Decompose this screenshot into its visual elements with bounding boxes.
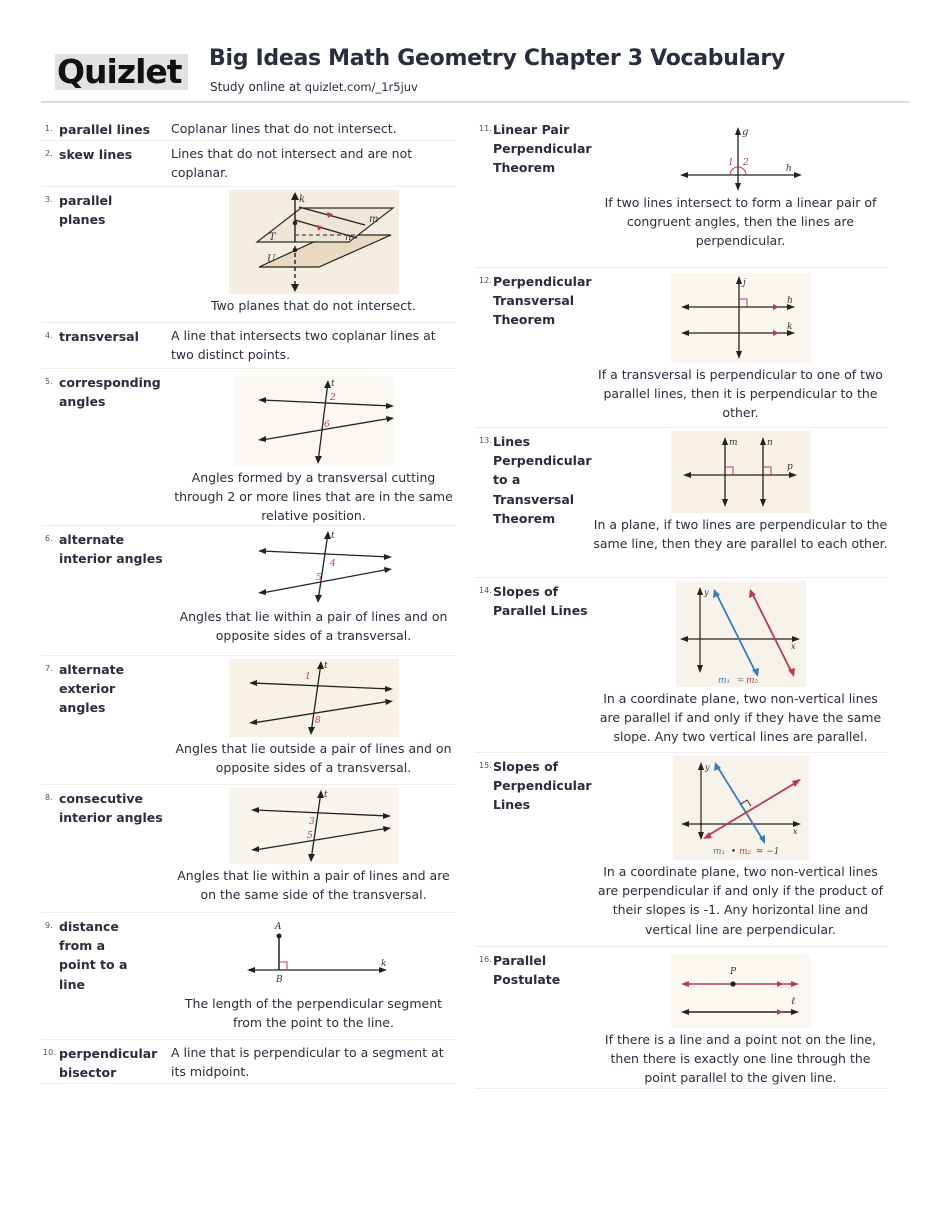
card-term: Parallel Postulate — [493, 953, 561, 988]
card-definition: A line that intersects two coplanar lines at two distinct points. — [171, 328, 436, 363]
card-term: Linear Pair Perpendicular Theorem — [493, 122, 592, 176]
card-definition-block — [593, 756, 888, 939]
svg-text:2: 2 — [329, 393, 336, 403]
card-number: 4. — [45, 331, 53, 340]
card-number: 7. — [45, 664, 53, 673]
point-line-distance-diagram — [239, 916, 389, 992]
card-definition: In a coordinate plane, two non-vertical lines are parallel if and only if they have the same slope. Any two vertical lines are parallel. — [599, 691, 882, 745]
svg-text:m₁: m₁ — [717, 676, 730, 686]
svg-text:1: 1 — [304, 672, 311, 682]
card-term: skew lines — [59, 147, 133, 162]
label-n: n — [344, 232, 351, 243]
card-definition-block — [171, 659, 456, 777]
card-definition: Angles formed by a transversal cutting through 2 or more lines that are in the same relative position. — [174, 470, 453, 524]
card-row — [475, 947, 888, 1089]
card-definition: If a transversal is perpendicular to one of two parallel lines, then it is perpendicular to the other. — [598, 367, 883, 421]
card-term: Slopes of Perpendicular Lines — [493, 759, 592, 813]
svg-text:k: k — [786, 322, 792, 332]
svg-text:n: n — [766, 438, 773, 448]
parallel-slopes-graph — [676, 581, 806, 687]
svg-text:m₂: m₂ — [745, 676, 758, 686]
card-number: 11. — [479, 124, 492, 133]
svg-text:y: y — [704, 763, 710, 772]
svg-text:t: t — [330, 531, 335, 541]
study-online-link[interactable]: quizlet.com/_1r5juv — [304, 80, 418, 94]
svg-text:x: x — [790, 642, 796, 651]
card-term: Perpendicular Transversal Theorem — [493, 274, 592, 328]
card-row — [475, 578, 888, 753]
card-term: transversal — [59, 329, 139, 344]
card-row — [41, 656, 456, 785]
svg-text:2: 2 — [742, 158, 749, 168]
alternate-interior-angles-diagram — [234, 529, 394, 605]
consecutive-interior-angles-diagram — [229, 788, 399, 864]
card-number: 3. — [45, 195, 53, 204]
card-number: 6. — [45, 534, 53, 543]
card-term: consecutive interior angles — [59, 791, 163, 826]
study-online-text — [210, 80, 418, 94]
svg-text:=: = — [733, 676, 747, 686]
quizlet-logo[interactable]: Quizlet — [55, 54, 188, 90]
svg-text:m₁: m₁ — [712, 847, 725, 857]
parallel-planes-diagram — [229, 190, 399, 294]
card-definition: Angles that lie within a pair of lines and are on the same side of the transversal. — [177, 868, 450, 903]
card-definition-block — [593, 273, 888, 423]
card-definition: In a coordinate plane, two non-vertical lines are perpendicular if and only if the product of their slopes is -1. Any horizontal line and vertical line are perpendicular. — [597, 864, 884, 937]
card-row — [41, 116, 456, 141]
svg-text:ℓ: ℓ — [790, 996, 795, 1007]
card-row — [41, 526, 456, 656]
svg-text:h: h — [786, 296, 793, 306]
card-definition: If two lines intersect to form a linear pair of congruent angles, then the lines are perpendicular. — [604, 195, 877, 249]
svg-text:g: g — [741, 127, 748, 138]
page-header — [41, 44, 909, 102]
svg-text:6: 6 — [323, 420, 330, 430]
svg-text:t: t — [323, 790, 328, 800]
svg-text:3: 3 — [308, 817, 315, 827]
svg-text:m: m — [728, 438, 738, 448]
card-definition: Coplanar lines that do not intersect. — [171, 121, 397, 136]
alternate-exterior-angles-diagram — [229, 659, 399, 737]
svg-text:8: 8 — [314, 716, 321, 726]
svg-text:1: 1 — [727, 158, 734, 168]
svg-text:A: A — [274, 922, 281, 932]
card-term: perpendicular bisector — [59, 1046, 158, 1081]
card-row — [41, 323, 456, 369]
subtitle-prefix: Study online at — [210, 80, 305, 94]
card-definition-block — [171, 916, 456, 1032]
card-term: alternate interior angles — [59, 532, 163, 567]
svg-text:t: t — [323, 661, 328, 671]
card-definition-block — [171, 788, 456, 904]
card-definition: In a plane, if two lines are perpendicular to the same line, then they are parallel to each other. — [593, 517, 888, 552]
card-definition-block — [593, 581, 888, 747]
parallel-postulate-diagram — [671, 954, 811, 1028]
label-k: k — [298, 194, 305, 205]
corresponding-angles-diagram — [234, 376, 394, 466]
card-number: 8. — [45, 793, 53, 802]
card-number: 12. — [479, 276, 492, 285]
card-number: 9. — [45, 921, 53, 930]
card-definition: If there is a line and a point not on the line, then there is exactly one line through the point parallel to the given line. — [604, 1032, 877, 1086]
label-m: m — [368, 214, 378, 225]
card-definition: The length of the perpendicular segment from the point to the line. — [184, 996, 443, 1031]
card-term: parallel lines — [59, 122, 151, 137]
card-row — [475, 428, 888, 578]
svg-text:x: x — [792, 827, 798, 836]
lines-perpendicular-diagram — [671, 431, 811, 513]
svg-text:m₂: m₂ — [738, 847, 751, 857]
card-number: 1. — [45, 124, 53, 133]
card-row — [41, 1040, 456, 1084]
card-row — [41, 187, 456, 323]
svg-text:B: B — [275, 975, 283, 985]
linear-pair-diagram — [676, 123, 806, 191]
perpendicular-slopes-graph — [673, 756, 809, 860]
card-definition: Lines that do not intersect and are not coplanar. — [171, 146, 413, 181]
card-definition: Angles that lie outside a pair of lines and on opposite sides of a transversal. — [175, 741, 452, 776]
card-definition-block — [593, 431, 888, 553]
card-number: 2. — [45, 149, 53, 158]
card-number: 10. — [43, 1048, 56, 1057]
card-definition-block — [593, 954, 888, 1088]
card-term: Lines Perpendicular to a Transversal Theorem — [493, 434, 592, 526]
svg-text:P: P — [729, 967, 736, 977]
card-number: 15. — [479, 761, 492, 770]
svg-text:p: p — [786, 462, 793, 472]
svg-text:y: y — [703, 588, 709, 597]
card-definition-block — [593, 123, 888, 251]
card-number: 13. — [479, 436, 492, 445]
card-term: corresponding angles — [59, 375, 161, 410]
card-row — [475, 116, 888, 268]
svg-text:= −1: = −1 — [752, 847, 780, 857]
card-term: distance from a point to a line — [59, 919, 128, 992]
card-row — [41, 369, 456, 526]
card-definition: A line that is perpendicular to a segment at its midpoint. — [171, 1045, 444, 1080]
card-row — [475, 753, 888, 947]
card-row — [41, 141, 456, 187]
header-divider — [41, 101, 909, 103]
card-row — [475, 268, 888, 428]
card-definition-block — [171, 529, 456, 645]
card-number: 16. — [479, 955, 492, 964]
perpendicular-transversal-diagram — [671, 273, 811, 363]
card-list-left — [41, 116, 456, 1084]
card-definition-block — [171, 376, 456, 526]
svg-text:5: 5 — [306, 831, 313, 841]
label-T: T — [268, 232, 276, 243]
card-list-right — [475, 116, 888, 1089]
page-title: Big Ideas Math Geometry Chapter 3 Vocabulary — [209, 46, 785, 71]
card-definition: Angles that lie within a pair of lines and on opposite sides of a transversal. — [179, 609, 448, 644]
card-definition-block — [171, 190, 456, 315]
card-term: Slopes of Parallel Lines — [493, 584, 588, 619]
card-term: alternate exterior angles — [59, 662, 125, 716]
svg-text:4: 4 — [329, 559, 336, 569]
card-term: parallel planes — [59, 193, 113, 228]
card-number: 5. — [45, 377, 53, 386]
svg-text:h: h — [785, 164, 792, 174]
svg-text:5: 5 — [315, 573, 322, 583]
svg-text:k: k — [380, 959, 386, 969]
label-U: U — [266, 254, 275, 265]
card-row — [41, 785, 456, 913]
card-number: 14. — [479, 586, 492, 595]
card-row — [41, 913, 456, 1040]
card-definition: Two planes that do not intersect. — [210, 298, 416, 313]
svg-text:•: • — [727, 847, 739, 857]
svg-text:t: t — [330, 379, 335, 389]
svg-text:j: j — [742, 278, 746, 288]
